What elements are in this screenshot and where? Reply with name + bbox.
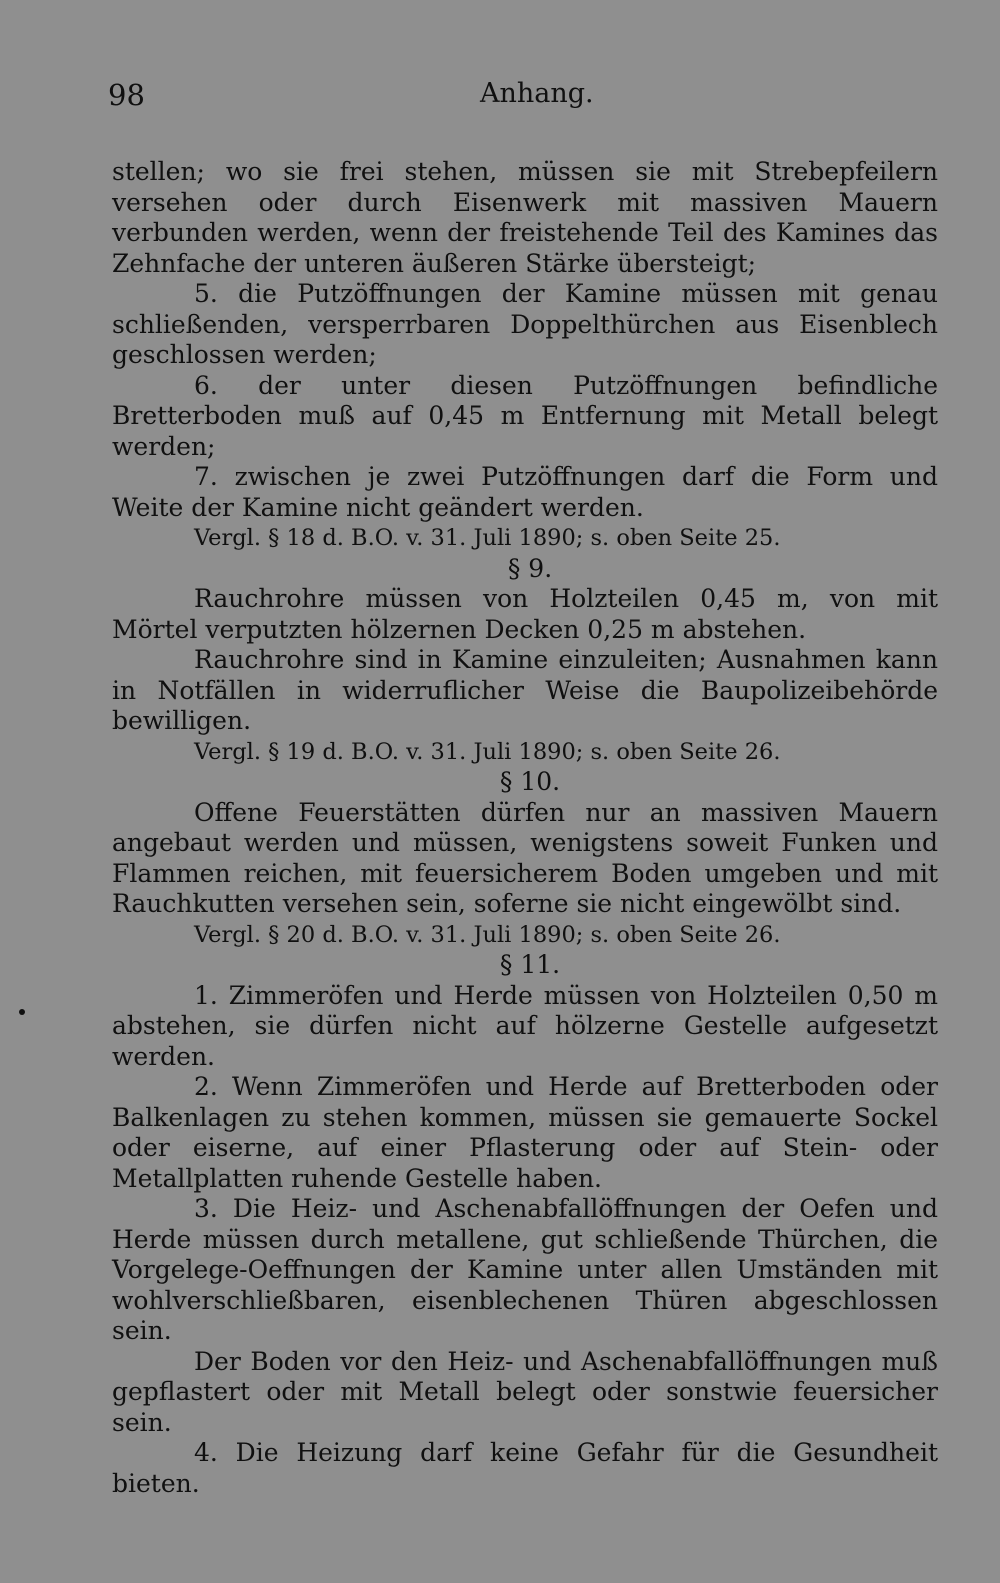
section-heading: § 11. (499, 950, 561, 979)
paragraph: Rauchrohre müssen von Holzteilen 0,45 m, von mit Mörtel verputzten hölzernen Decken 0,25 m abstehen. (112, 584, 938, 644)
paragraph: Rauchrohre sind in Kamine einzuleiten; Ausnahmen kann in Notfällen in widerruflicher Weise die Baupolizeibehörde bewilligen. (112, 645, 938, 735)
paragraph: 4. Die Heizung darf keine Gefahr für die Gesundheit bieten. (112, 1438, 938, 1498)
reference-note: Vergl. § 18 d. B.O. v. 31. Juli 1890; s. oben Seite 25. (194, 525, 781, 551)
paragraph: 7. zwischen je zwei Putzöffnungen darf die Form und Weite der Kamine nicht geändert werden. (112, 462, 938, 522)
reference-note: Vergl. § 20 d. B.O. v. 31. Juli 1890; s. oben Seite 26. (194, 921, 781, 948)
section-heading: § 9. (507, 553, 553, 583)
paragraph: 3. Die Heiz- und Aschenabfallöffnungen der Oefen und Herde müssen durch metallene, gut schließende Thürchen, die Vorgelege-Oeffnungen der Kamine unter allen Umständen mit wohlverschließbaren, eisenblechenen Thüren abgeschlossen sein. (112, 1194, 938, 1345)
paragraph: 6. der unter diesen Putzöffnungen befindliche Bretterboden muß auf 0,45 m Entfernung mit Metall belegt werden; (112, 370, 938, 461)
running-title: Anhang. (480, 78, 594, 109)
page-body (112, 157, 938, 1499)
paragraph: Offene Feuerstätten dürfen nur an massiven Mauern angebaut werden und müssen, wenigstens soweit Funken und Flammen reichen, mit feuersicherem Boden umgeben und mit Rauchkutten versehen sein, soferne sie nicht eingewölbt sind. (112, 797, 938, 918)
paragraph: Der Boden vor den Heiz- und Aschenabfallöffnungen muß gepflastert oder mit Metall belegt oder sonstwie feuersicher sein. (112, 1346, 938, 1437)
paragraph: stellen; wo sie frei stehen, müssen sie mit Strebepfeilern versehen oder durch Eisenwerk mit massiven Mauern verbunden werden, wenn der freistehende Teil des Kamines das Zehnfache der unteren äußeren Stärke übersteigt; (112, 157, 938, 278)
page-number: 98 (108, 78, 145, 112)
margin-dot (19, 1009, 25, 1015)
section-heading: § 10. (499, 767, 561, 796)
paragraph: 5. die Putzöffnungen der Kamine müssen mit genau schließenden, versperrbaren Doppelthürchen aus Eisenblech geschlossen werden; (112, 279, 938, 369)
paragraph: 1. Zimmeröfen und Herde müssen von Holzteilen 0,50 m abstehen, sie dürfen nicht auf hölzerne Gestelle aufgesetzt werden. (112, 980, 938, 1071)
paragraph: 2. Wenn Zimmeröfen und Herde auf Bretterboden oder Balkenlagen zu stehen kommen, müssen sie gemauerte Sockel oder eiserne, auf einer Pflasterung oder auf Stein- oder Metallplatten ruhende Gestelle haben. (112, 1072, 938, 1193)
reference-note: Vergl. § 19 d. B.O. v. 31. Juli 1890; s. oben Seite 26. (194, 738, 781, 765)
page-header (108, 78, 940, 118)
